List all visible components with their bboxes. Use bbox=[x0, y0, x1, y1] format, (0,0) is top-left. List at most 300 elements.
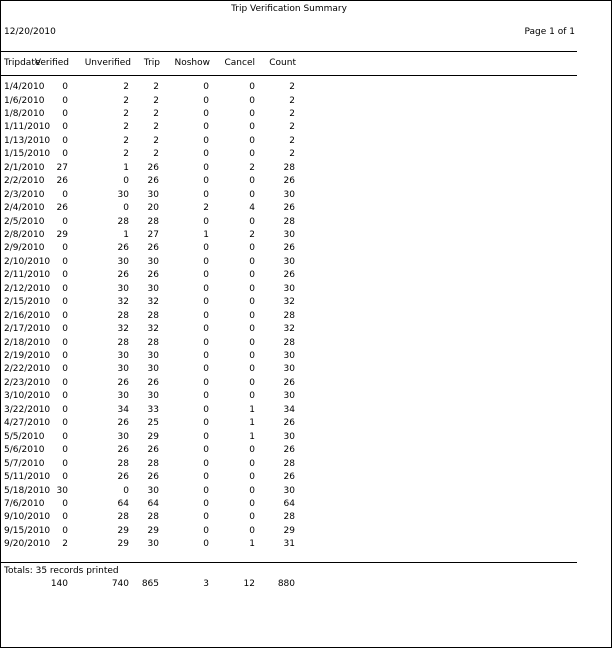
cell-count: 30 bbox=[283, 229, 295, 240]
cell-cancel: 0 bbox=[249, 391, 255, 402]
cell-cancel: 0 bbox=[249, 512, 255, 523]
cell-tripdate: 2/5/2010 bbox=[4, 216, 45, 227]
cell-noshow: 0 bbox=[203, 122, 209, 133]
cell-verified: 0 bbox=[62, 189, 68, 200]
cell-unverified: 26 bbox=[117, 270, 129, 281]
cell-tripdate: 2/12/2010 bbox=[4, 283, 51, 294]
cell-cancel: 0 bbox=[249, 525, 255, 536]
table-row bbox=[1, 338, 577, 350]
cell-tripdate: 1/6/2010 bbox=[4, 95, 45, 106]
cell-cancel: 0 bbox=[249, 310, 255, 321]
cell-verified: 0 bbox=[62, 418, 68, 429]
cell-tripdate: 9/15/2010 bbox=[4, 525, 51, 536]
table-row bbox=[1, 109, 577, 121]
cell-unverified: 30 bbox=[117, 189, 129, 200]
cell-unverified: 2 bbox=[123, 122, 129, 133]
cell-count: 32 bbox=[283, 297, 295, 308]
header-bottom-rule bbox=[1, 75, 577, 76]
cell-noshow: 0 bbox=[203, 176, 209, 187]
cell-count: 26 bbox=[283, 270, 295, 281]
cell-noshow: 0 bbox=[203, 391, 209, 402]
page-number: Page 1 of 1 bbox=[524, 27, 575, 37]
total-trip: 865 bbox=[141, 579, 159, 589]
cell-noshow: 0 bbox=[203, 189, 209, 200]
table-row bbox=[1, 122, 577, 134]
cell-noshow: 0 bbox=[203, 270, 209, 281]
cell-noshow: 0 bbox=[203, 95, 209, 106]
cell-cancel: 4 bbox=[249, 203, 255, 214]
cell-count: 26 bbox=[283, 176, 295, 187]
cell-unverified: 30 bbox=[117, 391, 129, 402]
cell-noshow: 0 bbox=[203, 82, 209, 92]
table-row bbox=[1, 391, 577, 403]
cell-count: 26 bbox=[283, 243, 295, 254]
table-row bbox=[1, 432, 577, 444]
cell-unverified: 64 bbox=[117, 498, 129, 509]
cell-cancel: 1 bbox=[249, 418, 255, 429]
cell-trip: 30 bbox=[147, 485, 159, 496]
cell-count: 30 bbox=[283, 364, 295, 375]
header-count: Count bbox=[269, 58, 296, 68]
cell-tripdate: 4/27/2010 bbox=[4, 418, 51, 429]
table-row bbox=[1, 163, 577, 175]
cell-count: 31 bbox=[283, 539, 295, 550]
cell-unverified: 2 bbox=[123, 82, 129, 92]
cell-cancel: 2 bbox=[249, 229, 255, 240]
table-row bbox=[1, 96, 577, 108]
cell-verified: 0 bbox=[62, 445, 68, 456]
cell-count: 26 bbox=[283, 445, 295, 456]
cell-cancel: 0 bbox=[249, 82, 255, 92]
cell-noshow: 0 bbox=[203, 431, 209, 442]
cell-cancel: 0 bbox=[249, 176, 255, 187]
cell-noshow: 0 bbox=[203, 512, 209, 523]
cell-count: 2 bbox=[289, 82, 295, 92]
table-row bbox=[1, 526, 577, 538]
table-row bbox=[1, 364, 577, 376]
cell-unverified: 32 bbox=[117, 324, 129, 335]
cell-count: 26 bbox=[283, 418, 295, 429]
cell-verified: 0 bbox=[62, 512, 68, 523]
cell-noshow: 0 bbox=[203, 364, 209, 375]
cell-tripdate: 2/3/2010 bbox=[4, 189, 45, 200]
cell-verified: 30 bbox=[56, 485, 68, 496]
cell-verified: 0 bbox=[62, 337, 68, 348]
cell-cancel: 0 bbox=[249, 270, 255, 281]
cell-trip: 28 bbox=[147, 310, 159, 321]
cell-noshow: 0 bbox=[203, 458, 209, 469]
total-unverified: 740 bbox=[111, 579, 129, 589]
cell-trip: 30 bbox=[147, 539, 159, 550]
cell-tripdate: 3/22/2010 bbox=[4, 404, 51, 415]
table-row bbox=[1, 270, 577, 282]
cell-noshow: 0 bbox=[203, 418, 209, 429]
cell-noshow: 2 bbox=[203, 203, 209, 214]
cell-trip: 28 bbox=[147, 216, 159, 227]
cell-noshow: 0 bbox=[203, 297, 209, 308]
cell-verified: 29 bbox=[56, 229, 68, 240]
table-row bbox=[1, 418, 577, 430]
table-row bbox=[1, 217, 577, 229]
cell-tripdate: 2/15/2010 bbox=[4, 297, 51, 308]
cell-cancel: 0 bbox=[249, 337, 255, 348]
cell-unverified: 30 bbox=[117, 351, 129, 361]
cell-trip: 29 bbox=[147, 525, 159, 536]
total-count: 880 bbox=[277, 579, 295, 589]
header-unverified: Unverified bbox=[84, 58, 131, 68]
cell-verified: 0 bbox=[62, 297, 68, 308]
table-row bbox=[1, 203, 577, 215]
cell-noshow: 0 bbox=[203, 135, 209, 146]
cell-cancel: 0 bbox=[249, 135, 255, 146]
cell-verified: 26 bbox=[56, 176, 68, 187]
cell-cancel: 0 bbox=[249, 108, 255, 119]
cell-trip: 28 bbox=[147, 458, 159, 469]
cell-tripdate: 2/11/2010 bbox=[4, 270, 51, 281]
cell-verified: 27 bbox=[56, 162, 68, 173]
cell-trip: 32 bbox=[147, 324, 159, 335]
table-row bbox=[1, 539, 577, 551]
cell-cancel: 0 bbox=[249, 189, 255, 200]
cell-cancel: 0 bbox=[249, 351, 255, 361]
cell-tripdate: 2/19/2010 bbox=[4, 351, 51, 361]
cell-count: 64 bbox=[283, 498, 295, 509]
cell-trip: 64 bbox=[147, 498, 159, 509]
cell-noshow: 0 bbox=[203, 324, 209, 335]
cell-count: 28 bbox=[283, 162, 295, 173]
cell-noshow: 0 bbox=[203, 498, 209, 509]
table-row bbox=[1, 190, 577, 202]
cell-verified: 0 bbox=[62, 135, 68, 146]
table-row bbox=[1, 472, 577, 484]
cell-cancel: 0 bbox=[249, 95, 255, 106]
cell-verified: 0 bbox=[62, 364, 68, 375]
cell-noshow: 1 bbox=[203, 229, 209, 240]
cell-count: 26 bbox=[283, 203, 295, 214]
cell-tripdate: 2/2/2010 bbox=[4, 176, 45, 187]
cell-cancel: 0 bbox=[249, 283, 255, 294]
cell-count: 26 bbox=[283, 377, 295, 388]
cell-noshow: 0 bbox=[203, 256, 209, 267]
cell-cancel: 0 bbox=[249, 297, 255, 308]
header-top-rule bbox=[1, 51, 577, 52]
cell-verified: 26 bbox=[56, 203, 68, 214]
cell-cancel: 0 bbox=[249, 364, 255, 375]
table-row bbox=[1, 351, 577, 363]
cell-unverified: 30 bbox=[117, 283, 129, 294]
cell-count: 29 bbox=[283, 525, 295, 536]
cell-tripdate: 9/20/2010 bbox=[4, 539, 51, 550]
cell-tripdate: 2/16/2010 bbox=[4, 310, 51, 321]
cell-verified: 0 bbox=[62, 108, 68, 119]
cell-cancel: 0 bbox=[249, 485, 255, 496]
cell-verified: 0 bbox=[62, 82, 68, 92]
cell-cancel: 1 bbox=[249, 404, 255, 415]
cell-noshow: 0 bbox=[203, 310, 209, 321]
cell-cancel: 1 bbox=[249, 539, 255, 550]
cell-trip: 2 bbox=[153, 95, 159, 106]
cell-noshow: 0 bbox=[203, 525, 209, 536]
cell-tripdate: 1/15/2010 bbox=[4, 149, 51, 160]
cell-cancel: 1 bbox=[249, 431, 255, 442]
table-row bbox=[1, 257, 577, 269]
cell-trip: 30 bbox=[147, 391, 159, 402]
cell-unverified: 0 bbox=[123, 485, 129, 496]
cell-trip: 30 bbox=[147, 189, 159, 200]
cell-cancel: 0 bbox=[249, 498, 255, 509]
cell-verified: 2 bbox=[62, 539, 68, 550]
cell-verified: 0 bbox=[62, 122, 68, 133]
cell-unverified: 32 bbox=[117, 297, 129, 308]
cell-unverified: 1 bbox=[123, 229, 129, 240]
cell-noshow: 0 bbox=[203, 283, 209, 294]
cell-count: 30 bbox=[283, 189, 295, 200]
cell-unverified: 0 bbox=[123, 176, 129, 187]
cell-verified: 0 bbox=[62, 324, 68, 335]
cell-tripdate: 5/7/2010 bbox=[4, 458, 45, 469]
cell-unverified: 28 bbox=[117, 512, 129, 523]
table-row bbox=[1, 405, 577, 417]
cell-trip: 26 bbox=[147, 243, 159, 254]
cell-unverified: 26 bbox=[117, 418, 129, 429]
cell-count: 30 bbox=[283, 283, 295, 294]
cell-trip: 2 bbox=[153, 135, 159, 146]
cell-verified: 0 bbox=[62, 256, 68, 267]
cell-trip: 2 bbox=[153, 108, 159, 119]
table-row bbox=[1, 82, 577, 94]
cell-unverified: 1 bbox=[123, 162, 129, 173]
cell-unverified: 0 bbox=[123, 203, 129, 214]
cell-noshow: 0 bbox=[203, 485, 209, 496]
cell-tripdate: 7/6/2010 bbox=[4, 498, 45, 509]
cell-cancel: 0 bbox=[249, 445, 255, 456]
cell-count: 34 bbox=[283, 404, 295, 415]
cell-trip: 28 bbox=[147, 512, 159, 523]
cell-unverified: 2 bbox=[123, 135, 129, 146]
column-headers bbox=[1, 58, 577, 70]
cell-cancel: 0 bbox=[249, 377, 255, 388]
cell-tripdate: 1/11/2010 bbox=[4, 122, 51, 133]
cell-unverified: 28 bbox=[117, 458, 129, 469]
cell-unverified: 26 bbox=[117, 243, 129, 254]
table-row bbox=[1, 297, 577, 309]
header-verified: Verified bbox=[34, 58, 69, 68]
header-cancel: Cancel bbox=[224, 58, 255, 68]
cell-trip: 30 bbox=[147, 256, 159, 267]
cell-noshow: 0 bbox=[203, 108, 209, 119]
cell-cancel: 0 bbox=[249, 256, 255, 267]
cell-trip: 30 bbox=[147, 283, 159, 294]
cell-verified: 0 bbox=[62, 283, 68, 294]
cell-trip: 26 bbox=[147, 162, 159, 173]
cell-count: 28 bbox=[283, 337, 295, 348]
table-row bbox=[1, 324, 577, 336]
cell-verified: 0 bbox=[62, 95, 68, 106]
cell-trip: 26 bbox=[147, 445, 159, 456]
header-trip: Trip bbox=[143, 58, 160, 68]
cell-tripdate: 2/9/2010 bbox=[4, 243, 45, 254]
cell-trip: 2 bbox=[153, 82, 159, 92]
cell-verified: 0 bbox=[62, 149, 68, 160]
cell-trip: 2 bbox=[153, 149, 159, 160]
cell-unverified: 26 bbox=[117, 472, 129, 482]
table-row bbox=[1, 149, 577, 161]
cell-tripdate: 9/10/2010 bbox=[4, 512, 51, 523]
cell-unverified: 2 bbox=[123, 149, 129, 160]
cell-trip: 30 bbox=[147, 351, 159, 361]
cell-cancel: 0 bbox=[249, 149, 255, 160]
table-row bbox=[1, 243, 577, 255]
cell-noshow: 0 bbox=[203, 216, 209, 227]
cell-tripdate: 2/10/2010 bbox=[4, 256, 51, 267]
cell-count: 30 bbox=[283, 485, 295, 496]
cell-count: 30 bbox=[283, 391, 295, 402]
cell-tripdate: 5/5/2010 bbox=[4, 431, 45, 442]
cell-cancel: 0 bbox=[249, 458, 255, 469]
cell-tripdate: 5/11/2010 bbox=[4, 472, 51, 482]
cell-verified: 0 bbox=[62, 270, 68, 281]
cell-unverified: 28 bbox=[117, 216, 129, 227]
cell-count: 2 bbox=[289, 135, 295, 146]
cell-count: 2 bbox=[289, 149, 295, 160]
cell-trip: 30 bbox=[147, 364, 159, 375]
cell-count: 26 bbox=[283, 472, 295, 482]
cell-unverified: 26 bbox=[117, 377, 129, 388]
cell-unverified: 28 bbox=[117, 310, 129, 321]
cell-noshow: 0 bbox=[203, 162, 209, 173]
cell-verified: 0 bbox=[62, 472, 68, 482]
cell-verified: 0 bbox=[62, 498, 68, 509]
cell-noshow: 0 bbox=[203, 243, 209, 254]
cell-noshow: 0 bbox=[203, 149, 209, 160]
cell-count: 2 bbox=[289, 95, 295, 106]
cell-tripdate: 2/1/2010 bbox=[4, 162, 45, 173]
cell-trip: 20 bbox=[147, 203, 159, 214]
cell-count: 2 bbox=[289, 122, 295, 133]
cell-verified: 0 bbox=[62, 391, 68, 402]
cell-tripdate: 2/8/2010 bbox=[4, 229, 45, 240]
table-row bbox=[1, 311, 577, 323]
cell-unverified: 28 bbox=[117, 337, 129, 348]
cell-unverified: 29 bbox=[117, 525, 129, 536]
cell-cancel: 2 bbox=[249, 162, 255, 173]
header-tripdate: Tripdate bbox=[4, 58, 41, 68]
cell-trip: 26 bbox=[147, 377, 159, 388]
cell-tripdate: 1/4/2010 bbox=[4, 82, 45, 92]
cell-verified: 0 bbox=[62, 243, 68, 254]
cell-unverified: 29 bbox=[117, 539, 129, 550]
cell-count: 28 bbox=[283, 458, 295, 469]
cell-cancel: 0 bbox=[249, 122, 255, 133]
cell-verified: 0 bbox=[62, 377, 68, 388]
cell-trip: 32 bbox=[147, 297, 159, 308]
cell-count: 32 bbox=[283, 324, 295, 335]
cell-verified: 0 bbox=[62, 216, 68, 227]
table-row bbox=[1, 499, 577, 511]
cell-tripdate: 1/8/2010 bbox=[4, 108, 45, 119]
cell-unverified: 26 bbox=[117, 445, 129, 456]
cell-unverified: 30 bbox=[117, 364, 129, 375]
cell-noshow: 0 bbox=[203, 377, 209, 388]
cell-noshow: 0 bbox=[203, 472, 209, 482]
totals-row bbox=[1, 579, 577, 591]
cell-noshow: 0 bbox=[203, 351, 209, 361]
cell-count: 30 bbox=[283, 351, 295, 361]
cell-cancel: 0 bbox=[249, 324, 255, 335]
cell-trip: 27 bbox=[147, 229, 159, 240]
cell-tripdate: 2/18/2010 bbox=[4, 337, 51, 348]
cell-tripdate: 2/4/2010 bbox=[4, 203, 45, 214]
cell-trip: 28 bbox=[147, 337, 159, 348]
report-date: 12/20/2010 bbox=[4, 27, 56, 37]
cell-cancel: 0 bbox=[249, 243, 255, 254]
cell-trip: 25 bbox=[147, 418, 159, 429]
totals-label: Totals: 35 records printed bbox=[4, 566, 119, 576]
cell-trip: 33 bbox=[147, 404, 159, 415]
cell-verified: 0 bbox=[62, 310, 68, 321]
cell-verified: 0 bbox=[62, 404, 68, 415]
cell-noshow: 0 bbox=[203, 539, 209, 550]
cell-verified: 0 bbox=[62, 525, 68, 536]
cell-noshow: 0 bbox=[203, 337, 209, 348]
cell-count: 28 bbox=[283, 216, 295, 227]
cell-unverified: 34 bbox=[117, 404, 129, 415]
cell-count: 30 bbox=[283, 256, 295, 267]
table-row bbox=[1, 176, 577, 188]
total-noshow: 3 bbox=[203, 579, 209, 589]
table-row bbox=[1, 284, 577, 296]
total-cancel: 12 bbox=[243, 579, 255, 589]
cell-cancel: 0 bbox=[249, 472, 255, 482]
total-verified: 140 bbox=[50, 579, 68, 589]
cell-tripdate: 3/10/2010 bbox=[4, 391, 51, 402]
cell-trip: 2 bbox=[153, 122, 159, 133]
cell-tripdate: 5/6/2010 bbox=[4, 445, 45, 456]
cell-cancel: 0 bbox=[249, 216, 255, 227]
cell-noshow: 0 bbox=[203, 404, 209, 415]
header-noshow: Noshow bbox=[174, 58, 210, 68]
cell-trip: 29 bbox=[147, 431, 159, 442]
cell-unverified: 2 bbox=[123, 108, 129, 119]
table-row bbox=[1, 378, 577, 390]
cell-verified: 0 bbox=[62, 351, 68, 361]
cell-trip: 26 bbox=[147, 472, 159, 482]
cell-tripdate: 5/18/2010 bbox=[4, 485, 51, 496]
cell-unverified: 2 bbox=[123, 95, 129, 106]
cell-count: 28 bbox=[283, 310, 295, 321]
cell-trip: 26 bbox=[147, 270, 159, 281]
table-row bbox=[1, 230, 577, 242]
cell-verified: 0 bbox=[62, 458, 68, 469]
totals-rule bbox=[1, 562, 577, 563]
table-row bbox=[1, 486, 577, 498]
cell-unverified: 30 bbox=[117, 256, 129, 267]
cell-tripdate: 2/22/2010 bbox=[4, 364, 51, 375]
cell-noshow: 0 bbox=[203, 445, 209, 456]
cell-tripdate: 2/23/2010 bbox=[4, 377, 51, 388]
cell-trip: 26 bbox=[147, 176, 159, 187]
cell-tripdate: 2/17/2010 bbox=[4, 324, 51, 335]
cell-count: 2 bbox=[289, 108, 295, 119]
table-row bbox=[1, 445, 577, 457]
cell-unverified: 30 bbox=[117, 431, 129, 442]
table-row bbox=[1, 459, 577, 471]
table-row bbox=[1, 512, 577, 524]
cell-count: 30 bbox=[283, 431, 295, 442]
report-title: Trip Verification Summary bbox=[231, 4, 347, 14]
cell-verified: 0 bbox=[62, 431, 68, 442]
table-row bbox=[1, 136, 577, 148]
